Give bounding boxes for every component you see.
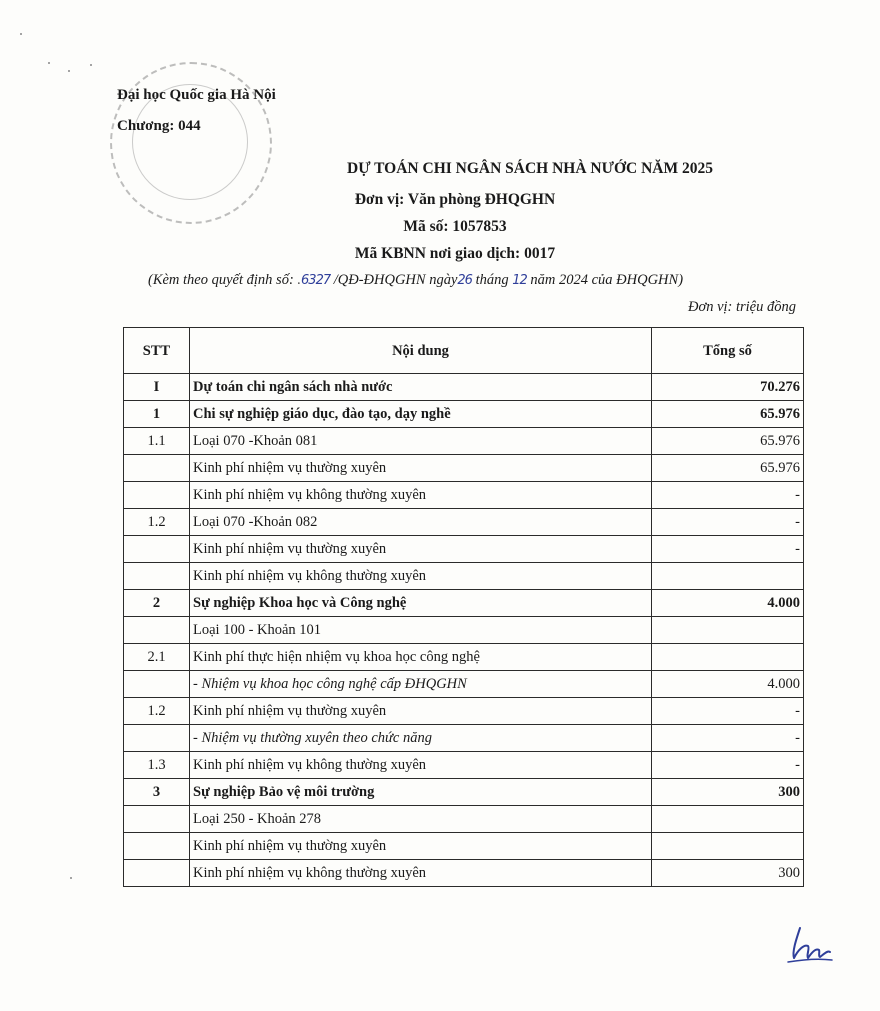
row-total: - [652, 482, 804, 509]
scan-speck [68, 70, 70, 72]
row-stt [124, 536, 190, 563]
column-header-total: Tổng số [652, 328, 804, 374]
row-content: Kinh phí nhiệm vụ thường xuyên [190, 455, 652, 482]
decision-day: 26 [457, 273, 472, 288]
row-stt [124, 725, 190, 752]
row-stt [124, 563, 190, 590]
scan-speck [90, 64, 92, 66]
row-stt: 1.3 [124, 752, 190, 779]
table-row [124, 617, 804, 644]
row-stt: 2.1 [124, 644, 190, 671]
table-row [124, 806, 804, 833]
table-row [124, 860, 804, 887]
table-row [124, 779, 804, 806]
column-header-stt: STT [124, 328, 190, 374]
scan-speck [70, 877, 72, 879]
row-content: Dự toán chi ngân sách nhà nước [190, 374, 652, 401]
table-row [124, 536, 804, 563]
row-content: Kinh phí nhiệm vụ không thường xuyên [190, 482, 652, 509]
table-row [124, 752, 804, 779]
chapter-code: Chương: 044 [117, 118, 201, 134]
row-stt: 1 [124, 401, 190, 428]
row-content: Kinh phí nhiệm vụ không thường xuyên [190, 563, 652, 590]
row-content: Kinh phí nhiệm vụ không thường xuyên [190, 860, 652, 887]
row-content: Sự nghiệp Bảo vệ môi trường [190, 779, 652, 806]
kbnn-line: Mã KBNN nơi giao dịch: 0017 [354, 245, 556, 262]
row-content: Loại 070 -Khoản 082 [190, 509, 652, 536]
row-stt [124, 860, 190, 887]
row-total: - [652, 536, 804, 563]
table-row [124, 428, 804, 455]
row-total: 300 [652, 860, 804, 887]
signature-initial-icon [786, 922, 836, 966]
row-total: 65.976 [652, 401, 804, 428]
row-total [652, 833, 804, 860]
decision-number: 6327 [301, 273, 331, 288]
table-row [124, 563, 804, 590]
table-header-row [124, 328, 804, 374]
org-name: Đại học Quốc gia Hà Nội [117, 87, 276, 103]
row-stt [124, 482, 190, 509]
reference-prefix: (Kèm theo quyết định số: [148, 272, 298, 288]
table-row [124, 401, 804, 428]
row-total: 65.976 [652, 455, 804, 482]
row-total: 70.276 [652, 374, 804, 401]
table-row [124, 833, 804, 860]
row-total: 4.000 [652, 590, 804, 617]
row-content: Loại 100 - Khoản 101 [190, 617, 652, 644]
scan-speck [20, 33, 22, 35]
table-row [124, 644, 804, 671]
row-total: 65.976 [652, 428, 804, 455]
row-stt: 1.2 [124, 509, 190, 536]
table-body [124, 374, 804, 887]
code-line: Mã số: 1057853 [403, 218, 507, 235]
row-total: - [652, 725, 804, 752]
reference-mid-2: tháng [471, 272, 513, 288]
column-header-content: Nội dung [190, 328, 652, 374]
row-total [652, 806, 804, 833]
row-stt: 1.1 [124, 428, 190, 455]
row-content: Kinh phí nhiệm vụ thường xuyên [190, 536, 652, 563]
row-stt [124, 806, 190, 833]
table-row [124, 455, 804, 482]
scan-speck [48, 62, 50, 64]
reference-suffix: năm 2024 của ĐHQGHN) [526, 272, 684, 288]
table-row [124, 698, 804, 725]
row-stt [124, 833, 190, 860]
row-total [652, 617, 804, 644]
row-content: - Nhiệm vụ thường xuyên theo chức năng [190, 725, 652, 752]
decision-reference: (Kèm theo quyết định số: .6327 /QĐ-ĐHQGHN ngày26 tháng 12 năm 2024 của ĐHQGHN) [148, 272, 684, 288]
row-content: - Nhiệm vụ khoa học công nghệ cấp ĐHQGHN [190, 671, 652, 698]
reference-mid-1: /QĐ-ĐHQGHN ngày [330, 272, 458, 288]
row-stt: 2 [124, 590, 190, 617]
row-total: - [652, 698, 804, 725]
row-total: - [652, 509, 804, 536]
row-total [652, 563, 804, 590]
row-total: 300 [652, 779, 804, 806]
unit-line: Đơn vị: Văn phòng ĐHQGHN [354, 191, 556, 208]
table-row [124, 725, 804, 752]
row-content: Loại 250 - Khoản 278 [190, 806, 652, 833]
row-stt: I [124, 374, 190, 401]
table-row [124, 509, 804, 536]
row-total: 4.000 [652, 671, 804, 698]
table-row [124, 374, 804, 401]
row-content: Kinh phí thực hiện nhiệm vụ khoa học công nghệ [190, 644, 652, 671]
row-stt: 3 [124, 779, 190, 806]
row-stt [124, 455, 190, 482]
row-stt [124, 617, 190, 644]
row-content: Kinh phí nhiệm vụ thường xuyên [190, 833, 652, 860]
row-content: Kinh phí nhiệm vụ không thường xuyên [190, 752, 652, 779]
row-content: Kinh phí nhiệm vụ thường xuyên [190, 698, 652, 725]
table-row [124, 482, 804, 509]
budget-table [123, 327, 804, 887]
row-total [652, 644, 804, 671]
decision-month: 12 [512, 273, 527, 288]
row-content: Chi sự nghiệp giáo dục, đào tạo, dạy nghề [190, 401, 652, 428]
page-title: DỰ TOÁN CHI NGÂN SÁCH NHÀ NƯỚC NĂM 2025 [347, 160, 713, 177]
currency-unit-note: Đơn vị: triệu đồng [687, 299, 796, 315]
row-content: Loại 070 -Khoản 081 [190, 428, 652, 455]
row-content: Sự nghiệp Khoa học và Công nghệ [190, 590, 652, 617]
row-stt [124, 671, 190, 698]
row-stt: 1.2 [124, 698, 190, 725]
table-row [124, 671, 804, 698]
row-total: - [652, 752, 804, 779]
table-row [124, 590, 804, 617]
